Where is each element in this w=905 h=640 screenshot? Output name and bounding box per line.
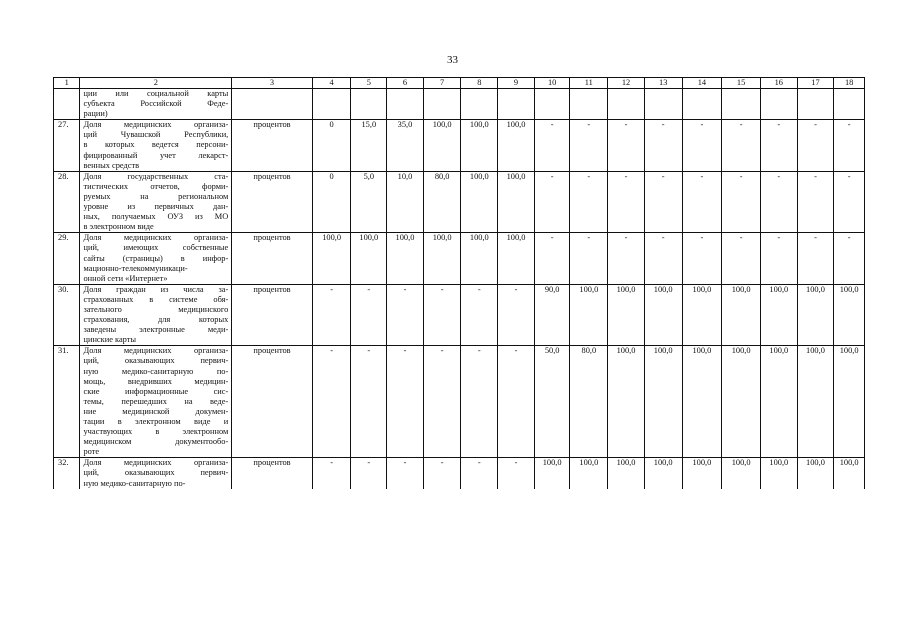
value-cell: 100,0 xyxy=(644,284,682,346)
value-cell: 100,0 xyxy=(423,233,461,284)
column-number-header: 14 xyxy=(682,78,722,89)
description-line: мационно-телекоммуникаци- xyxy=(83,263,188,273)
value-cell xyxy=(534,89,570,120)
indicator-description xyxy=(80,89,232,120)
value-cell: 80,0 xyxy=(423,171,461,233)
value-cell: - xyxy=(351,458,387,489)
indicator-description xyxy=(80,233,232,284)
value-cell: - xyxy=(498,284,535,346)
value-cell: - xyxy=(351,284,387,346)
column-number-header: 16 xyxy=(760,78,797,89)
value-cell: - xyxy=(534,171,570,233)
value-cell: - xyxy=(534,120,570,171)
value-cell xyxy=(797,89,834,120)
value-cell: - xyxy=(570,171,608,233)
value-cell: - xyxy=(760,233,797,284)
value-cell: 0 xyxy=(312,171,351,233)
value-cell: 100,0 xyxy=(608,284,645,346)
value-cell: 100,0 xyxy=(498,171,535,233)
description-line: субъекта Российской Феде- xyxy=(83,99,229,109)
value-cell xyxy=(834,89,865,120)
column-number-header: 12 xyxy=(608,78,645,89)
value-cell: 100,0 xyxy=(534,458,570,489)
description-line: Доля медицинских организа- xyxy=(83,233,229,243)
value-cell: 80,0 xyxy=(570,346,608,458)
description-line: страхования, для которых xyxy=(83,315,229,325)
row-number: 27. xyxy=(54,120,80,171)
value-cell: - xyxy=(461,458,498,489)
value-cell: - xyxy=(312,346,351,458)
value-cell xyxy=(461,89,498,120)
value-cell: - xyxy=(722,171,761,233)
indicator-description xyxy=(80,171,232,233)
value-cell: 100,0 xyxy=(682,346,722,458)
column-number-header: 4 xyxy=(312,78,351,89)
value-cell xyxy=(644,89,682,120)
value-cell xyxy=(423,89,461,120)
value-cell: 100,0 xyxy=(570,458,608,489)
indicators-table xyxy=(53,77,865,489)
description-line: заведены электронные меди- xyxy=(83,325,229,335)
value-cell: 100,0 xyxy=(682,458,722,489)
value-cell: 90,0 xyxy=(534,284,570,346)
value-cell: 100,0 xyxy=(312,233,351,284)
value-cell: - xyxy=(797,171,834,233)
value-cell: - xyxy=(682,233,722,284)
column-number-header: 10 xyxy=(534,78,570,89)
value-cell: 100,0 xyxy=(760,284,797,346)
value-cell: 10,0 xyxy=(387,171,424,233)
unit-of-measure: процентов xyxy=(232,284,312,346)
value-cell: 100,0 xyxy=(644,458,682,489)
value-cell: - xyxy=(423,346,461,458)
column-number-header: 9 xyxy=(498,78,535,89)
value-cell: - xyxy=(423,458,461,489)
value-cell: 100,0 xyxy=(797,458,834,489)
indicator-description xyxy=(80,346,232,458)
description-line: ние медицинской докумен- xyxy=(83,406,229,416)
indicator-description xyxy=(80,458,232,489)
description-line: рации) xyxy=(83,109,108,119)
value-cell: 100,0 xyxy=(423,120,461,171)
description-line: роте xyxy=(83,447,100,457)
value-cell: - xyxy=(722,233,761,284)
description-line: Доля медицинских организа- xyxy=(83,458,229,468)
value-cell: 100,0 xyxy=(722,284,761,346)
value-cell xyxy=(570,89,608,120)
value-cell: - xyxy=(644,120,682,171)
value-cell: - xyxy=(534,233,570,284)
value-cell: 0 xyxy=(312,120,351,171)
value-cell: - xyxy=(797,120,834,171)
column-number-header: 11 xyxy=(570,78,608,89)
value-cell: - xyxy=(797,233,834,284)
value-cell: 100,0 xyxy=(722,458,761,489)
value-cell: 100,0 xyxy=(797,346,834,458)
value-cell: - xyxy=(644,171,682,233)
value-cell: - xyxy=(608,120,645,171)
table-row xyxy=(54,233,865,284)
description-line: ную медико-санитарную по- xyxy=(83,478,186,488)
value-cell: 100,0 xyxy=(760,458,797,489)
table-row xyxy=(54,120,865,171)
row-number xyxy=(54,89,80,120)
value-cell: - xyxy=(682,171,722,233)
description-line: ций, имеющих собственные xyxy=(83,243,229,253)
description-line: страхованных в системе обя- xyxy=(83,294,229,304)
value-cell: 100,0 xyxy=(387,233,424,284)
value-cell: 100,0 xyxy=(834,458,865,489)
description-line: темы, перешедших на веде- xyxy=(83,396,229,406)
value-cell: 100,0 xyxy=(570,284,608,346)
column-number-header: 18 xyxy=(834,78,865,89)
description-line: Доля медицинских организа- xyxy=(83,346,229,356)
value-cell: 100,0 xyxy=(461,120,498,171)
value-cell: - xyxy=(312,284,351,346)
row-number: 30. xyxy=(54,284,80,346)
value-cell: - xyxy=(387,284,424,346)
value-cell: - xyxy=(608,233,645,284)
value-cell: - xyxy=(722,120,761,171)
description-line: участвующих в электронном xyxy=(83,427,229,437)
table-row xyxy=(54,346,865,458)
value-cell: - xyxy=(498,346,535,458)
description-line: Доля граждан из числа за- xyxy=(83,284,229,294)
description-line: в которых ведется персони- xyxy=(83,140,229,150)
value-cell: 15,0 xyxy=(351,120,387,171)
value-cell xyxy=(608,89,645,120)
table-row xyxy=(54,458,865,489)
description-line: в электронном виде xyxy=(83,222,154,232)
unit-of-measure xyxy=(232,89,312,120)
column-number-header: 13 xyxy=(644,78,682,89)
description-line: ций Чувашской Республики, xyxy=(83,130,229,140)
column-number-header: 17 xyxy=(797,78,834,89)
value-cell: - xyxy=(461,346,498,458)
column-number-header: 3 xyxy=(232,78,312,89)
row-number: 32. xyxy=(54,458,80,489)
row-number: 31. xyxy=(54,346,80,458)
description-line: мощь, внедривших медицин- xyxy=(83,376,229,386)
value-cell: - xyxy=(834,171,865,233)
description-line: ции или социальной карты xyxy=(83,89,229,98)
value-cell: 100,0 xyxy=(760,346,797,458)
description-line: Доля государственных ста- xyxy=(83,171,229,181)
value-cell: - xyxy=(498,458,535,489)
description-line: ную медико-санитарную по- xyxy=(83,366,229,376)
value-cell: 100,0 xyxy=(461,233,498,284)
value-cell: - xyxy=(387,346,424,458)
value-cell: - xyxy=(423,284,461,346)
table-row xyxy=(54,89,865,120)
column-numbers-row xyxy=(54,78,865,89)
value-cell: - xyxy=(608,171,645,233)
description-line: тации в электронном виде и xyxy=(83,417,229,426)
value-cell: - xyxy=(461,284,498,346)
value-cell: 100,0 xyxy=(498,233,535,284)
column-number-header: 8 xyxy=(461,78,498,89)
page-number: 33 xyxy=(447,54,458,66)
description-line: ские информационные сис- xyxy=(83,386,229,396)
value-cell xyxy=(351,89,387,120)
description-line: онной сети «Интернет» xyxy=(83,273,168,283)
table-row xyxy=(54,284,865,346)
description-line: тистических отчетов, форми- xyxy=(83,181,229,191)
indicator-description xyxy=(80,284,232,346)
description-line: руемых на региональном xyxy=(83,191,229,201)
value-cell: 100,0 xyxy=(834,284,865,346)
value-cell: 100,0 xyxy=(608,458,645,489)
value-cell xyxy=(312,89,351,120)
value-cell: 100,0 xyxy=(461,171,498,233)
value-cell: - xyxy=(834,233,865,284)
value-cell: 100,0 xyxy=(797,284,834,346)
value-cell: 100,0 xyxy=(722,346,761,458)
value-cell: - xyxy=(760,171,797,233)
value-cell: 100,0 xyxy=(682,284,722,346)
value-cell: 100,0 xyxy=(498,120,535,171)
description-line: сайты (страницы) в инфор- xyxy=(83,253,229,263)
description-line: уровне из первичных дан- xyxy=(83,202,229,212)
value-cell: - xyxy=(351,346,387,458)
description-line: ций, оказывающих первич- xyxy=(83,468,229,478)
description-line: Доля медицинских организа- xyxy=(83,120,229,130)
column-number-header: 1 xyxy=(54,78,80,89)
value-cell: 100,0 xyxy=(834,346,865,458)
unit-of-measure: процентов xyxy=(232,171,312,233)
unit-of-measure: процентов xyxy=(232,346,312,458)
value-cell: - xyxy=(760,120,797,171)
value-cell xyxy=(498,89,535,120)
value-cell: - xyxy=(644,233,682,284)
description-line: цинские карты xyxy=(83,335,137,345)
description-line: венных средств xyxy=(83,160,140,170)
value-cell xyxy=(387,89,424,120)
value-cell: - xyxy=(570,233,608,284)
value-cell: - xyxy=(834,120,865,171)
value-cell: 100,0 xyxy=(644,346,682,458)
description-line: ных, получаемых ОУЗ из МО xyxy=(83,212,229,222)
value-cell xyxy=(682,89,722,120)
unit-of-measure: процентов xyxy=(232,458,312,489)
value-cell xyxy=(760,89,797,120)
value-cell: 5,0 xyxy=(351,171,387,233)
row-number: 28. xyxy=(54,171,80,233)
column-number-header: 7 xyxy=(423,78,461,89)
value-cell: - xyxy=(312,458,351,489)
column-number-header: 2 xyxy=(80,78,232,89)
unit-of-measure: процентов xyxy=(232,233,312,284)
description-line: зательного медицинского xyxy=(83,304,229,314)
column-number-header: 5 xyxy=(351,78,387,89)
unit-of-measure: процентов xyxy=(232,120,312,171)
indicator-description xyxy=(80,120,232,171)
value-cell: 100,0 xyxy=(351,233,387,284)
value-cell: 50,0 xyxy=(534,346,570,458)
value-cell: 100,0 xyxy=(608,346,645,458)
column-number-header: 15 xyxy=(722,78,761,89)
value-cell: 35,0 xyxy=(387,120,424,171)
table-row xyxy=(54,171,865,233)
description-line: медицинском документообо- xyxy=(83,437,229,447)
description-line: фицированный учет лекарст- xyxy=(83,150,229,160)
description-line: ций, оказывающих первич- xyxy=(83,356,229,366)
value-cell xyxy=(722,89,761,120)
value-cell: - xyxy=(570,120,608,171)
row-number: 29. xyxy=(54,233,80,284)
column-number-header: 6 xyxy=(387,78,424,89)
value-cell: - xyxy=(387,458,424,489)
value-cell: - xyxy=(682,120,722,171)
